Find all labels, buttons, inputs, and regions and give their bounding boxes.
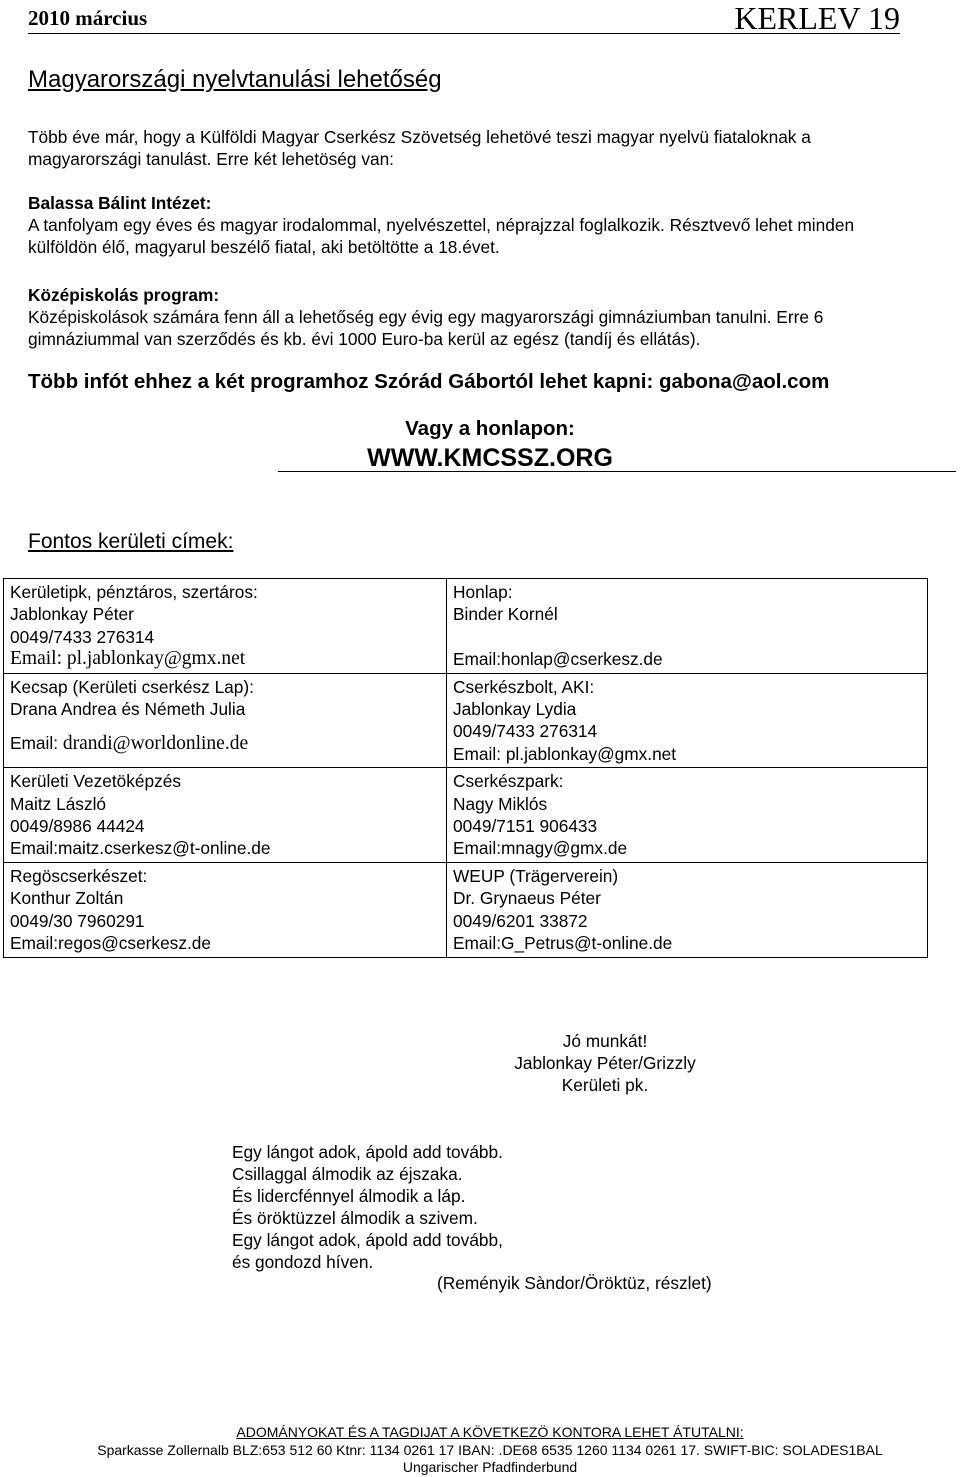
footer-org-name: Ungarischer Pfadfinderbund: [402, 1459, 578, 1475]
cell-line: Kerületi Vezetöképzés: [10, 771, 181, 792]
email-label: Email:: [10, 733, 63, 754]
address-cell: [447, 768, 928, 863]
section-line: A tanfolyam egy éves és magyar irodalommal, nyelvészettel, néprajzzal foglalkozik. Résztvevő lehet minden: [28, 215, 855, 235]
header-date: 2010 március: [28, 6, 148, 30]
section-highschool: [28, 284, 933, 350]
section-line: külföldön élő, magyarul beszélő fiatal, aki betöltötte a 18.évet.: [28, 237, 500, 257]
cell-line: Binder Kornél: [453, 604, 558, 625]
cell-line: Kerületipk, pénztáros, szertáros:: [10, 582, 258, 602]
email-line: [10, 732, 440, 755]
address-cell: [447, 673, 928, 768]
article-title: Magyarországi nyelvtanulási lehetőség: [28, 66, 442, 93]
cell-line: 0049/7151 906433: [453, 816, 598, 837]
email-link[interactable]: drandi@worldonline.de: [62, 733, 249, 755]
section-balassa: [28, 192, 933, 258]
cell-line: Cserkészbolt, AKI:: [453, 676, 595, 697]
divider: [278, 471, 956, 472]
closing-signature: [380, 1030, 830, 1096]
website-url[interactable]: WWW.KMCSSZ.ORG: [367, 444, 613, 472]
address-cell: [447, 579, 928, 674]
poem-line: És lidercfénnyel álmodik a láp.: [232, 1186, 466, 1206]
address-table: [3, 578, 928, 958]
email-link[interactable]: Email:honlap@cserkesz.de: [453, 648, 663, 669]
email-link[interactable]: Email:G_Petrus@t-online.de: [453, 933, 673, 954]
cell-line: 0049/7433 276314: [453, 721, 598, 742]
email-link[interactable]: Email:regos@cserkesz.de: [10, 933, 211, 954]
cell-line: Cserkészpark:: [453, 771, 564, 792]
address-cell: [4, 579, 447, 674]
poem-line: Csillaggal álmodik az éjszaka.: [232, 1164, 463, 1184]
cell-line: Regöscserkészet:: [10, 865, 148, 886]
address-cell: [4, 768, 447, 863]
footer-heading: ADOMÁNYOKAT ÉS A TAGDIJAT A KÖVETKEZÖ KONTORA LEHET ÁTUTALNI:: [236, 1424, 744, 1440]
cell-line: Honlap:: [453, 582, 513, 602]
poem-line: Egy lángot adok, ápold add tovább,: [232, 1230, 503, 1250]
section-heading: Középiskolás program:: [28, 285, 220, 305]
table-row: [4, 768, 928, 863]
closing-line: Kerületi pk.: [561, 1075, 649, 1095]
cell-line: Jablonkay Lydia: [453, 699, 577, 720]
email-label: Email:: [10, 648, 67, 670]
poem-source: (Reményik Sàndor/Öröktüz, részlet): [437, 1273, 712, 1293]
cell-line: Nagy Miklós: [453, 793, 548, 814]
closing-line: Jó munkát!: [562, 1031, 648, 1051]
cell-line: Kecsap (Kerületi cserkész Lap):: [10, 676, 254, 697]
poem-line: Egy lángot adok, ápold add tovább.: [232, 1142, 503, 1162]
section-line: gimnáziummal van szerződés és kb. évi 1000 Euro-ba kerül az egész (tandíj és ellátás).: [28, 329, 701, 349]
cell-line: 0049/7433 276314: [10, 626, 155, 647]
intro-paragraph: [28, 126, 933, 170]
section-line: Középiskolások számára fenn áll a lehetőség egy évig egy magyarországi gimnáziumban tanulni. Erre 6: [28, 307, 824, 327]
table-row: [4, 579, 928, 674]
header-divider: [28, 33, 900, 34]
cell-line: WEUP (Trägerverein): [453, 865, 619, 886]
email-link[interactable]: pl.jablonkay@gmx.net: [66, 648, 246, 670]
address-cell: [447, 862, 928, 957]
website-label: Vagy a honlapon:: [405, 417, 575, 440]
cell-line: Drana Andrea és Németh Julia: [10, 699, 246, 720]
poem-line: és gondozd híven.: [232, 1252, 374, 1272]
addresses-title: Fontos kerületi címek:: [28, 530, 234, 553]
footer-bank-details: Sparkasse Zollernalb BLZ:653 512 60 Ktnr: 1134 0261 17 IBAN: .DE68 6535 1260 1134 0261 17. SWIFT-BIC: SOLADES1BAL: [97, 1441, 883, 1458]
cell-line: 0049/6201 33872: [453, 910, 588, 931]
cell-line: Maitz László: [10, 793, 107, 814]
email-link[interactable]: Email:mnagy@gmx.de: [453, 838, 628, 859]
intro-line: magyarországi tanulást. Erre két lehetöség van:: [28, 149, 394, 169]
intro-line: Több éve már, hogy a Külföldi Magyar Cserkész Szövetség lehetövé teszi magyar nyelvü fiataloknak a: [28, 127, 811, 147]
poem-line: És öröktüzzel álmodik a szivem.: [232, 1208, 478, 1228]
poem: [232, 1141, 503, 1273]
section-heading: Balassa Bálint Intézet:: [28, 193, 212, 213]
address-cell: [4, 673, 447, 768]
cell-line: Dr. Grynaeus Péter: [453, 888, 601, 909]
header-title: KERLEV 19: [734, 0, 900, 36]
email-link[interactable]: Email:maitz.cserkesz@t-online.de: [10, 838, 271, 859]
email-line: [10, 648, 440, 670]
cell-line: Jablonkay Péter: [10, 604, 134, 625]
footer: [0, 1424, 960, 1477]
closing-line: Jablonkay Péter/Grizzly: [514, 1053, 696, 1073]
table-row: [4, 862, 928, 957]
contact-info: Több infót ehhez a két programhoz Szórád Gábortól lehet kapni: gabona@aol.com: [28, 370, 830, 393]
table-row: [4, 673, 928, 768]
cell-line: Konthur Zoltán: [10, 888, 124, 909]
cell-line: 0049/30 7960291: [10, 910, 145, 931]
cell-line: 0049/8986 44424: [10, 816, 145, 837]
address-cell: [4, 862, 447, 957]
email-link[interactable]: Email: pl.jablonkay@gmx.net: [453, 743, 677, 764]
